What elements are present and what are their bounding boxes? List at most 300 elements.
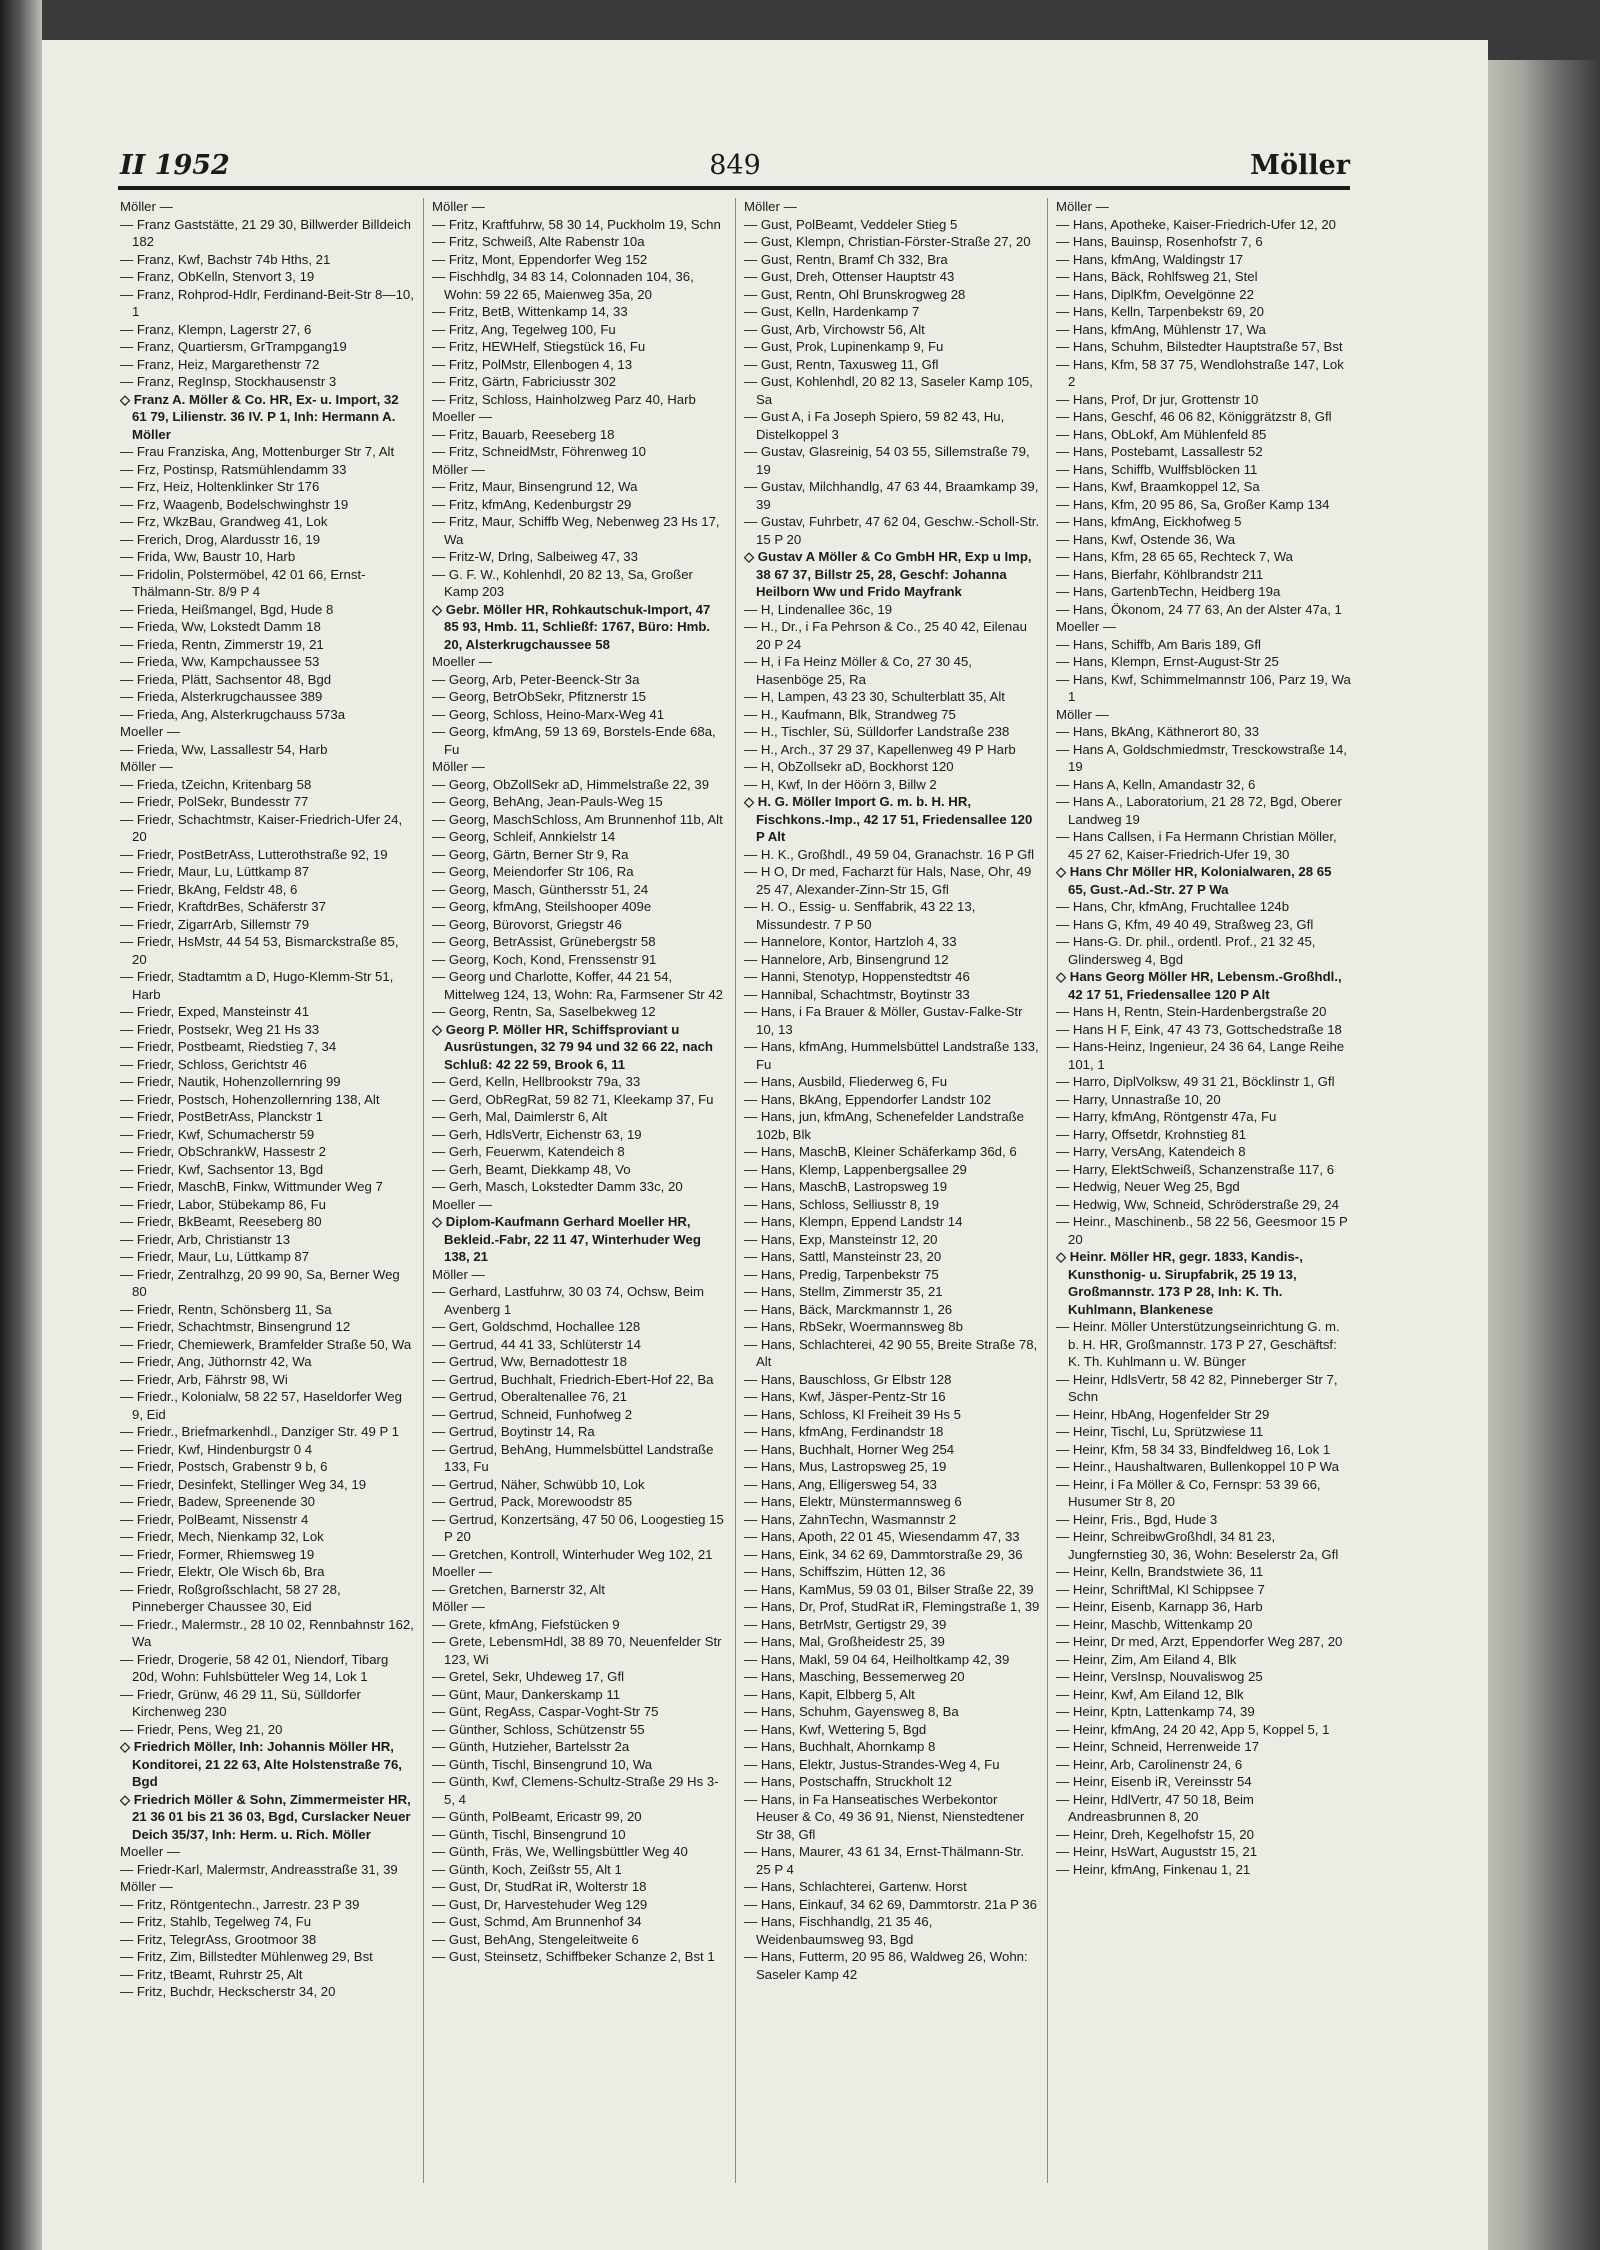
- directory-entry: — Gerhard, Lastfuhrw, 30 03 74, Ochsw, Beim Avenberg 1: [432, 1284, 704, 1317]
- directory-entry: — Gust A, i Fa Joseph Spiero, 59 82 43, Hu, Distelkoppel 3: [744, 409, 1005, 442]
- directory-entry: — Gerd, ObRegRat, 59 82 71, Kleekamp 37, Fu: [432, 1091, 714, 1107]
- directory-entry: — Friedr, Rentn, Schönsberg 11, Sa: [120, 1301, 332, 1317]
- directory-entry: — Gertrud, Näher, Schwübb 10, Lok: [432, 1476, 645, 1492]
- directory-entry: — Hanni, Stenotyp, Hoppenstedtstr 46: [744, 969, 970, 984]
- directory-entry: — Hans, Schloss, Selliusstr 8, 19: [744, 1196, 939, 1212]
- directory-entry: — Fritz-W, Drlng, Salbeiweg 47, 33: [432, 549, 638, 564]
- directory-entry: — Hans, Klempn, Eppend Landstr 14: [744, 1214, 963, 1229]
- directory-entry: — Hans H, Rentn, Stein-Hardenbergstraße 20: [1056, 1004, 1327, 1019]
- directory-entry: — Gert, Goldschmd, Hochallee 128: [432, 1319, 641, 1334]
- directory-entry: Möller —: [432, 1599, 485, 1614]
- directory-entry: — Grete, LebensmHdl, 38 89 70, Neuenfelder Str 123, Wi: [432, 1634, 722, 1667]
- directory-entry: — Friedr, Kwf, Sachsentor 13, Bgd: [120, 1161, 324, 1177]
- directory-entry: — Fritz, Kraftfuhrw, 58 30 14, Puckholm 19, Schn: [432, 216, 721, 232]
- directory-entry: — Friedr, ObSchrankW, Hassestr 2: [120, 1144, 326, 1159]
- directory-entry: — Frieda, Ww, Lokstedt Damm 18: [120, 619, 321, 634]
- directory-entry: — Georg, Meiendorfer Str 106, Ra: [432, 864, 634, 879]
- directory-entry: — Georg und Charlotte, Koffer, 44 21 54, Mittelweg 124, 13, Wohn: Ra, Farmsener Str 42: [432, 969, 724, 1002]
- directory-entry: — Fridolin, Polstermöbel, 42 01 66, Ernst-Thälmann-Str. 8/9 P 4: [120, 566, 366, 599]
- directory-entry: — Gust, Rentn, Bramf Ch 332, Bra: [744, 251, 948, 267]
- directory-entry: — Hans, ZahnTechn, Wasmannstr 2: [744, 1511, 957, 1527]
- directory-entry: — Georg, Schloss, Heino-Marx-Weg 41: [432, 706, 665, 722]
- directory-entry: — Georg, Bürovorst, Griegstr 46: [432, 916, 622, 932]
- directory-entry: — Heinr. Möller Unterstützungseinrichtung G. m. b. H. HR, Großmannstr. 173 P 27, Geschäftsf: K. Th. Kuhlmann u. W. Bünger: [1056, 1319, 1340, 1369]
- directory-entry: — Friedr, Maur, Lu, Lüttkamp 87: [120, 1249, 310, 1264]
- directory-entry: — Heinr, Fris., Bgd, Hude 3: [1056, 1511, 1218, 1527]
- directory-entry: — Hans A, Goldschmiedmstr, Tresckowstraße 14, 19: [1056, 741, 1347, 774]
- directory-entry: — Friedr, Pens, Weg 21, 20: [120, 1721, 283, 1737]
- directory-entry: — Friedr, Ang, Jüthornstr 42, Wa: [120, 1354, 312, 1369]
- directory-entry: Möller —: [120, 1879, 173, 1894]
- directory-entry: — Hannibal, Schachtmstr, Boytinstr 33: [744, 986, 970, 1002]
- directory-entry: — Gust, PolBeamt, Veddeler Stieg 5: [744, 216, 958, 232]
- directory-entry: — Hans, Maurer, 43 61 34, Ernst-Thälmann-Str. 25 P 4: [744, 1844, 1024, 1877]
- directory-entry: — Friedr, Schachtmstr, Binsengrund 12: [120, 1319, 351, 1334]
- directory-entry: Möller —: [432, 199, 485, 214]
- directory-entry: — Gretchen, Kontroll, Winterhuder Weg 102, 21: [432, 1546, 713, 1562]
- directory-entry: — Heinr, Zim, Am Eiland 4, Blk: [1056, 1651, 1237, 1667]
- directory-entry: — Fritz, PolMstr, Ellenbogen 4, 13: [432, 356, 633, 372]
- column-divider: [1047, 198, 1048, 2183]
- directory-entry: — Fritz, SchneidMstr, Föhrenweg 10: [432, 444, 647, 459]
- directory-entry: ◇ Gebr. Möller HR, Rohkautschuk-Import, 47 85 93, Hmb. 11, Schließf: 1767, Büro: Hmb. 20, Alsterkrugchaussee 58: [432, 601, 711, 652]
- directory-entry: — Hans, Fischhandlg, 21 35 46, Weidenbaumsweg 93, Bgd: [744, 1914, 933, 1947]
- directory-entry: — Friedr, Schachtmstr, Kaiser-Friedrich-Ufer 24, 20: [120, 811, 403, 844]
- directory-entry: — Frau Franziska, Ang, Mottenburger Str 7, Alt: [120, 444, 395, 459]
- directory-entry: — Friedr, KraftdrBes, Schäferstr 37: [120, 899, 326, 914]
- directory-entry: — Hans, Schlachterei, 42 90 55, Breite Straße 78, Alt: [744, 1336, 1038, 1369]
- directory-entry: — Günth, Kwf, Clemens-Schultz-Straße 29 Hs 3-5, 4: [432, 1774, 719, 1807]
- directory-entry: — Friedr, HsMstr, 44 54 53, Bismarckstraße 85, 20: [120, 934, 399, 967]
- column-2: [432, 198, 728, 2208]
- directory-entry: — Hannelore, Kontor, Hartzloh 4, 33: [744, 934, 957, 949]
- directory-entry: — Friedr, Zentralhzg, 20 99 90, Sa, Berner Weg 80: [120, 1266, 400, 1299]
- directory-entry: — Fritz, Mont, Eppendorfer Weg 152: [432, 251, 648, 267]
- directory-entry: — Georg, Koch, Kond, Frenssenstr 91: [432, 951, 657, 967]
- directory-entry: — Gertrud, Ww, Bernadottestr 18: [432, 1354, 627, 1369]
- column-divider: [423, 198, 424, 2183]
- directory-entry: — Hans, kfmAng, Hummelsbüttel Landstraße 133, Fu: [744, 1039, 1039, 1072]
- directory-entry: — Friedr, Postsch, Hohenzollernring 138, Alt: [120, 1091, 380, 1107]
- directory-entry: ◇ Gustav A Möller & Co GmbH HR, Exp u Imp, 38 67 37, Billstr 25, 28, Geschf: Johanna Heilborn Ww und Frido Mayfrank: [744, 549, 1032, 599]
- directory-entry: — Hans, Kapit, Elbberg 5, Alt: [744, 1686, 915, 1702]
- directory-entry: — Friedr-Karl, Malermstr, Andreasstraße 31, 39: [120, 1861, 398, 1877]
- directory-entry: — Hans, Mal, Großheidestr 25, 39: [744, 1634, 945, 1649]
- directory-entry: — Fritz, Schweiß, Alte Rabenstr 10a: [432, 234, 645, 249]
- directory-entry: — Hans, Elektr, Münstermannsweg 6: [744, 1494, 962, 1509]
- directory-entry: ◇ Heinr. Möller HR, gegr. 1833, Kandis-, Kunsthonig- u. Sirupfabrik, 25 19 13, Großmannstr. 173 P 28, Inh: K. Th. Kuhlmann, Blankenese: [1056, 1249, 1303, 1317]
- directory-entry: — Hans, Schiffszim, Hütten 12, 36: [744, 1564, 946, 1579]
- directory-entry: — Hedwig, Ww, Schneid, Schröderstraße 29, 24: [1056, 1196, 1339, 1212]
- directory-entry: — Heinr, Eisenb iR, Vereinsstr 54: [1056, 1774, 1252, 1789]
- directory-entry: — Hans, Kfm, 28 65 65, Rechteck 7, Wa: [1056, 549, 1293, 564]
- directory-entry: — Friedr, Nautik, Hohenzollernring 99: [120, 1074, 341, 1089]
- directory-entry: — Harry, kfmAng, Röntgenstr 47a, Fu: [1056, 1109, 1277, 1124]
- directory-entry: — Georg, BetrObSekr, Pfitznerstr 15: [432, 689, 647, 704]
- directory-entry: — Hans A, Kelln, Amandastr 32, 6: [1056, 776, 1256, 792]
- directory-entry: — Hans, Apotheke, Kaiser-Friedrich-Ufer 12, 20: [1056, 216, 1336, 232]
- directory-entry: — Gust, Rentn, Taxusweg 11, Gfl: [744, 356, 939, 372]
- directory-entry: — Hans, Ausbild, Fliederweg 6, Fu: [744, 1074, 948, 1089]
- directory-entry: — Friedr, BkAng, Feldstr 48, 6: [120, 881, 298, 897]
- directory-entry: — Gust, Klempn, Christian-Förster-Straße 27, 20: [744, 234, 1031, 249]
- directory-entry: — Frieda, Plätt, Sachsentor 48, Bgd: [120, 671, 332, 687]
- directory-entry: — Gustav, Glasreinig, 54 03 55, Sillemstraße 79, 19: [744, 444, 1030, 477]
- directory-entry: — Gertrud, Schneid, Funhofweg 2: [432, 1406, 633, 1422]
- directory-entry: ◇ Franz A. Möller & Co. HR, Ex- u. Import, 32 61 79, Lilienstr. 36 IV. P 1, Inh: Hermann A. Möller: [120, 391, 399, 442]
- directory-entry: — Harry, Unnastraße 10, 20: [1056, 1091, 1221, 1107]
- directory-entry: Moeller —: [432, 654, 493, 669]
- directory-entry: — H. O., Essig- u. Senffabrik, 43 22 13, Missundestr. 7 P 50: [744, 899, 976, 932]
- directory-entry: — Heinr, Kptn, Lattenkamp 74, 39: [1056, 1704, 1255, 1719]
- directory-entry: — Friedr, Maur, Lu, Lüttkamp 87: [120, 864, 310, 879]
- directory-entry: — Georg, Rentn, Sa, Saselbekweg 12: [432, 1004, 656, 1019]
- directory-entry: — Gust, Schmd, Am Brunnenhof 34: [432, 1914, 642, 1929]
- directory-entry: — Hans, Kwf, Wettering 5, Bgd: [744, 1721, 927, 1737]
- directory-entry: Moeller —: [432, 1564, 493, 1579]
- column-divider: [735, 198, 736, 2183]
- directory-entry: — H., Arch., 37 29 37, Kapellenweg 49 P Harb: [744, 741, 1016, 757]
- directory-entry: — Hans, in Fa Hanseatisches Werbekontor Heuser & Co, 49 36 91, Nienst, Nienstedtener Str 38, Gfl: [744, 1791, 1025, 1842]
- directory-entry: — Hans, Schiffb, Am Baris 189, Gfl: [1056, 636, 1261, 652]
- directory-entry: — Heinr, Eisenb, Karnapp 36, Harb: [1056, 1599, 1263, 1614]
- directory-entry: Möller —: [1056, 706, 1109, 722]
- directory-entry: Moeller —: [120, 1844, 181, 1859]
- directory-entry: — Fritz, Maur, Binsengrund 12, Wa: [432, 479, 638, 494]
- directory-entry: — Heinr, HsWart, Auguststr 15, 21: [1056, 1844, 1258, 1859]
- directory-entry: — Gust, Dreh, Ottenser Hauptstr 43: [744, 269, 955, 284]
- directory-entry: — Friedr, MaschB, Finkw, Wittmunder Weg 7: [120, 1179, 383, 1194]
- directory-entry: — Heinr, SchriftMal, Kl Schippsee 7: [1056, 1581, 1265, 1597]
- directory-entry: — Hans, Bauschloss, Gr Elbstr 128: [744, 1371, 952, 1387]
- directory-entry: — Friedr, ZigarrArb, Sillemstr 79: [120, 916, 310, 932]
- directory-entry: — Friedr, Labor, Stübekamp 86, Fu: [120, 1196, 326, 1212]
- directory-entry: — Hans, Ökonom, 24 77 63, An der Alster 47a, 1: [1056, 601, 1342, 617]
- directory-entry: — Georg, kfmAng, Steilshooper 409e: [432, 899, 652, 914]
- directory-entry: — Hans, ObLokf, Am Mühlenfeld 85: [1056, 426, 1267, 442]
- directory-entry: — Hans, BkAng, Eppendorfer Landstr 102: [744, 1091, 992, 1107]
- directory-entry: — Gust, Arb, Virchowstr 56, Alt: [744, 321, 925, 337]
- directory-entry: — Günth, PolBeamt, Ericastr 99, 20: [432, 1809, 642, 1824]
- directory-entry: — Hans, Elektr, Justus-Strandes-Weg 4, Fu: [744, 1756, 1000, 1772]
- directory-entry: — Hans, Bäck, Marckmannstr 1, 26: [744, 1301, 953, 1317]
- directory-entry: — Frieda, Ww, Kampchaussee 53: [120, 654, 320, 669]
- directory-entry: — Gertrud, Oberaltenallee 76, 21: [432, 1389, 627, 1404]
- directory-entry: — Heinr, kfmAng, 24 20 42, App 5, Koppel 5, 1: [1056, 1721, 1330, 1737]
- directory-entry: — Hans, kfmAng, Mühlenstr 17, Wa: [1056, 321, 1266, 337]
- directory-entry: — Franz, Kwf, Bachstr 74b Hths, 21: [120, 251, 331, 267]
- directory-entry: — Fritz, Bauarb, Reeseberg 18: [432, 426, 615, 442]
- directory-entry: — Gerh, Masch, Lokstedter Damm 33c, 20: [432, 1179, 683, 1194]
- directory-entry: — Friedr, Chemiewerk, Bramfelder Straße 50, Wa: [120, 1336, 412, 1352]
- directory-entry: — Gust, Kelln, Hardenkamp 7: [744, 304, 920, 319]
- running-head: [120, 150, 1350, 190]
- directory-entry: — H, ObZollsekr aD, Bockhorst 120: [744, 759, 954, 774]
- directory-entry: — Hans, Buchhalt, Ahornkamp 8: [744, 1739, 936, 1754]
- directory-entry: — Friedr., Briefmarkenhdl., Danziger Str. 49 P 1: [120, 1424, 400, 1439]
- directory-entry: — Hannelore, Arb, Binsengrund 12: [744, 951, 949, 967]
- directory-entry: — Gust, Steinsetz, Schiffbeker Schanze 2, Bst 1: [432, 1949, 715, 1964]
- directory-entry: — Fritz, Gärtn, Fabriciusstr 302: [432, 374, 616, 389]
- directory-entry: — Gust, Rentn, Ohl Brunskrogweg 28: [744, 286, 966, 302]
- directory-entry: — Friedr, Postsch, Grabenstr 9 b, 6: [120, 1459, 328, 1474]
- directory-entry: — Hans, Postschaffn, Struckholt 12: [744, 1774, 952, 1789]
- directory-entry: — Harry, ElektSchweiß, Schanzenstraße 117, 6: [1056, 1161, 1335, 1177]
- directory-entry: — Gerh, Beamt, Diekkamp 48, Vo: [432, 1161, 631, 1177]
- directory-entry: — Hans, Chr, kfmAng, Fruchtallee 124b: [1056, 899, 1290, 914]
- directory-entry: — Günth, Koch, Zeißstr 55, Alt 1: [432, 1861, 622, 1877]
- directory-entry: — Hans, Masching, Bessemerweg 20: [744, 1669, 965, 1684]
- directory-entry: — Hans, Sattl, Mansteinstr 23, 20: [744, 1249, 942, 1264]
- directory-entry: — Heinr, HdlVertr, 47 50 18, Beim Andreasbrunnen 8, 20: [1056, 1791, 1254, 1824]
- directory-entry: — Gerh, Feuerwm, Katendeich 8: [432, 1144, 625, 1159]
- directory-entry: — Heinr, i Fa Möller & Co, Fernspr: 53 39 66, Husumer Str 8, 20: [1056, 1476, 1321, 1509]
- page-number: 849: [709, 150, 761, 181]
- directory-entry: — Heinr, kfmAng, Finkenau 1, 21: [1056, 1861, 1251, 1877]
- directory-entry: — Friedr, Elektr, Ole Wisch 6b, Bra: [120, 1564, 325, 1579]
- directory-entry: — Hans, Schloss, Kl Freiheit 39 Hs 5: [744, 1406, 961, 1422]
- directory-entry: — Gretchen, Barnerstr 32, Alt: [432, 1581, 605, 1597]
- directory-entry: — Günther, Schloss, Schützenstr 55: [432, 1721, 645, 1737]
- directory-entry: — Georg, Masch, Günthersstr 51, 24: [432, 881, 649, 897]
- directory-entry: — Hans, Futterm, 20 95 86, Waldweg 26, Wohn: Saseler Kamp 42: [744, 1949, 1028, 1982]
- directory-entry: — Frieda, Alsterkrugchaussee 389: [120, 689, 323, 704]
- directory-entry: — Heinr, Tischl, Lu, Sprützwiese 11: [1056, 1424, 1264, 1439]
- directory-entry: — Hans, Kwf, Braamkoppel 12, Sa: [1056, 479, 1260, 494]
- directory-entry: — Hans, Bauinsp, Rosenhofstr 7, 6: [1056, 234, 1263, 249]
- directory-entry: — Heinr, Schneid, Herrenweide 17: [1056, 1739, 1260, 1754]
- directory-entry: — Frz, WkzBau, Grandweg 41, Lok: [120, 514, 328, 529]
- directory-entry: — H O, Dr med, Facharzt für Hals, Nase, Ohr, 49 25 47, Alexander-Zinn-Str 15, Gfl: [744, 864, 1032, 897]
- directory-entry: — H., Kaufmann, Blk, Strandweg 75: [744, 706, 956, 722]
- directory-entry: — Hans, Prof, Dr jur, Grottenstr 10: [1056, 391, 1259, 407]
- directory-entry: — Harry, VersAng, Katendeich 8: [1056, 1144, 1246, 1159]
- directory-entry: — Gerh, HdlsVertr, Eichenstr 63, 19: [432, 1126, 642, 1142]
- directory-entry: — Gust, Kohlenhdl, 20 82 13, Saseler Kamp 105, Sa: [744, 374, 1033, 407]
- directory-entry: — Friedr, Exped, Mansteinstr 41: [120, 1004, 310, 1019]
- directory-entry: — Gertrud, Konzertsäng, 47 50 06, Loogestieg 15 P 20: [432, 1511, 724, 1544]
- directory-entry: Möller —: [120, 199, 173, 214]
- directory-entry: — Frz, Postinsp, Ratsmühlendamm 33: [120, 461, 347, 477]
- directory-entry: — H. K., Großhdl., 49 59 04, Granachstr. 16 P Gfl: [744, 846, 1035, 862]
- directory-entry: — Hans, kfmAng, Ferdinandstr 18: [744, 1424, 944, 1439]
- directory-entry: — Friedr, Postsekr, Weg 21 Hs 33: [120, 1021, 320, 1037]
- page-edge: [1488, 60, 1600, 2250]
- directory-entry: — Hans, Schuhm, Bilstedter Hauptstraße 57, Bst: [1056, 339, 1343, 354]
- directory-entry: Möller —: [432, 461, 485, 477]
- directory-entry: — Friedr, Kwf, Hindenburgstr 0 4: [120, 1441, 313, 1457]
- directory-entry: — Friedr, PostBetrAss, Planckstr 1: [120, 1109, 324, 1124]
- directory-entry: — Fritz, Ang, Tegelweg 100, Fu: [432, 321, 616, 337]
- directory-entry: — Friedr., Malermstr., 28 10 02, Rennbahnstr 162, Wa: [120, 1616, 414, 1649]
- directory-entry: — Franz Gaststätte, 21 29 30, Billwerder Billdeich 182: [120, 216, 411, 249]
- directory-entry: — Fritz, kfmAng, Kedenburgstr 29: [432, 496, 632, 512]
- directory-entry: — Hans, Bäck, Rohlfsweg 21, Stel: [1056, 269, 1258, 284]
- directory-entry: — Friedr, Schloss, Gerichtstr 46: [120, 1056, 307, 1072]
- directory-entry: — Heinr, Kwf, Am Eiland 12, Blk: [1056, 1686, 1244, 1702]
- directory-entry: — Grete, kfmAng, Fiefstücken 9: [432, 1616, 620, 1632]
- directory-entry: — Hans, i Fa Brauer & Möller, Gustav-Falke-Str 10, 13: [744, 1004, 1023, 1037]
- directory-entry: — Harro, DiplVolksw, 49 31 21, Böcklinstr 1, Gfl: [1056, 1074, 1335, 1089]
- directory-entry: Möller —: [120, 759, 173, 774]
- directory-entry: — Hans, RbSekr, Woermannsweg 8b: [744, 1319, 963, 1334]
- directory-entry: ◇ Hans Georg Möller HR, Lebensm.-Großhdl., 42 17 51, Friedensallee 120 P Alt: [1056, 969, 1342, 1002]
- directory-entry: Moeller —: [120, 724, 181, 739]
- directory-entry: — Gretel, Sekr, Uhdeweg 17, Gfl: [432, 1669, 625, 1684]
- directory-entry: — Franz, Rohprod-Hdlr, Ferdinand-Beit-Str 8—10, 1: [120, 286, 414, 319]
- directory-entry: Möller —: [744, 199, 797, 214]
- directory-entry: — Hans, Klempn, Ernst-August-Str 25: [1056, 654, 1279, 669]
- directory-entry: ◇ H. G. Möller Import G. m. b. H. HR, Fischkons.-Imp., 42 17 51, Friedensallee 120 P Alt: [744, 794, 1033, 844]
- directory-entry: — Hans Callsen, i Fa Hermann Christian Möller, 45 27 62, Kaiser-Friedrich-Ufer 19, 30: [1056, 829, 1337, 862]
- directory-entry: — Friedr, Stadtamtm a D, Hugo-Klemm-Str 51, Harb: [120, 969, 394, 1002]
- directory-entry: — Hans, Predig, Tarpenbekstr 75: [744, 1266, 939, 1282]
- directory-entry: — Frieda, Ww, Lassallestr 54, Harb: [120, 741, 328, 757]
- directory-entry: — Gertrud, Pack, Morewoodstr 85: [432, 1494, 633, 1509]
- directory-entry: — Hans, BetrMstr, Gertigstr 29, 39: [744, 1616, 947, 1632]
- directory-entry: Moeller —: [432, 1196, 493, 1212]
- directory-entry: — Hans, Dr, Prof, StudRat iR, Flemingstraße 1, 39: [744, 1599, 1040, 1614]
- directory-entry: — Fritz, Röntgentechn., Jarrestr. 23 P 39: [120, 1896, 360, 1912]
- directory-entry: — Franz, ObKelln, Stenvort 3, 19: [120, 269, 315, 284]
- directory-entry: — Frieda, Heißmangel, Bgd, Hude 8: [120, 601, 334, 617]
- directory-entry: — Georg, BehAng, Jean-Pauls-Weg 15: [432, 794, 663, 809]
- directory-entry: — H, Lindenallee 36c, 19: [744, 601, 893, 617]
- directory-entry: — Franz, Heiz, Margarethenstr 72: [120, 356, 320, 372]
- directory-entry: — Hans, GartenbTechn, Heidberg 19a: [1056, 584, 1281, 599]
- directory-entry: ◇ Diplom-Kaufmann Gerhard Moeller HR, Bekleid.-Fabr, 22 11 47, Winterhuder Weg 138, 21: [432, 1214, 701, 1264]
- directory-entry: — Hans, Bierfahr, Köhlbrandstr 211: [1056, 566, 1264, 582]
- directory-entry: — G. F. W., Kohlenhdl, 20 82 13, Sa, Großer Kamp 203: [432, 566, 693, 599]
- directory-entry: — Hans, Mus, Lastropsweg 25, 19: [744, 1459, 947, 1474]
- directory-entry: — Friedr, Mech, Nienkamp 32, Lok: [120, 1529, 324, 1544]
- directory-entry: — Harry, Offsetdr, Krohnstieg 81: [1056, 1126, 1247, 1142]
- directory-entry: Moeller —: [1056, 619, 1117, 634]
- directory-entry: — Gertrud, 44 41 33, Schlüterstr 14: [432, 1336, 641, 1352]
- directory-entry: — Hans, Ang, Elligersweg 54, 33: [744, 1476, 937, 1492]
- directory-entry: — Hans, Schlachterei, Gartenw. Horst: [744, 1879, 967, 1894]
- directory-entry: — Fritz, TelegrAss, Grootmoor 38: [120, 1931, 317, 1947]
- directory-entry: — Frieda, Rentn, Zimmerstr 19, 21: [120, 636, 324, 652]
- directory-entry: — Hans H F, Eink, 47 43 73, Gottschedstraße 18: [1056, 1021, 1342, 1037]
- directory-entry: — Hans, Exp, Mansteinstr 12, 20: [744, 1231, 938, 1247]
- directory-entry: — Hans, Buchhalt, Horner Weg 254: [744, 1441, 955, 1457]
- directory-entry: — Georg, MaschSchloss, Am Brunnenhof 11b, Alt: [432, 811, 723, 827]
- directory-entry: — Heinr, Arb, Carolinenstr 24, 6: [1056, 1756, 1243, 1772]
- directory-entry: ◇ Friedrich Möller & Sohn, Zimmermeister HR, 21 36 01 bis 21 36 03, Bgd, Curslacker Neuer Deich 35/37, Inh: Herm. u. Rich. Möller: [120, 1791, 411, 1842]
- directory-entry: — Hans, KamMus, 59 03 01, Bilser Straße 22, 39: [744, 1581, 1034, 1597]
- directory-entry: Möller —: [1056, 199, 1109, 214]
- directory-entry: — Fritz, HEWHelf, Stiegstück 16, Fu: [432, 339, 646, 354]
- directory-entry: — Hans A., Laboratorium, 21 28 72, Bgd, Oberer Landweg 19: [1056, 794, 1342, 827]
- directory-entry: — Hans, Kwf, Ostende 36, Wa: [1056, 531, 1236, 547]
- directory-entry: — Hedwig, Neuer Weg 25, Bgd: [1056, 1179, 1240, 1194]
- directory-entry: — Hans, kfmAng, Eickhofweg 5: [1056, 514, 1242, 529]
- directory-entry: — Friedr, Arb, Fährstr 98, Wi: [120, 1371, 288, 1387]
- directory-entry: — Friedr, Postbeamt, Riedstieg 7, 34: [120, 1039, 337, 1054]
- directory-entry: — Fritz, Buchdr, Heckscherstr 34, 20: [120, 1984, 336, 1999]
- directory-entry: — Friedr, Badew, Spreenende 30: [120, 1494, 316, 1509]
- directory-entry: — Hans, Kwf, Schimmelmannstr 106, Parz 19, Wa 1: [1056, 671, 1351, 704]
- directory-entry: — Gustav, Milchhandlg, 47 63 44, Braamkamp 39, 39: [744, 479, 1039, 512]
- directory-entry: — Hans, BkAng, Käthnerort 80, 33: [1056, 724, 1260, 739]
- directory-entry: — Friedr., Kolonialw, 58 22 57, Haseldorfer Weg 9, Eid: [120, 1389, 402, 1422]
- directory-entry: — Hans, Kwf, Jäsper-Pentz-Str 16: [744, 1389, 946, 1404]
- directory-entry: — Heinr, Dreh, Kegelhofstr 15, 20: [1056, 1826, 1254, 1842]
- directory-entry: — Hans, Makl, 59 04 64, Heilholtkamp 42, 39: [744, 1651, 1010, 1667]
- directory-entry: — Heinr, Dr med, Arzt, Eppendorfer Weg 287, 20: [1056, 1634, 1343, 1649]
- directory-entry: — Friedr, PolBeamt, Nissenstr 4: [120, 1511, 309, 1527]
- directory-entry: — H, Lampen, 43 23 30, Schulterblatt 35, Alt: [744, 689, 1005, 704]
- directory-entry: — Hans, MaschB, Kleiner Schäferkamp 36d, 6: [744, 1144, 1017, 1159]
- directory-entry: — Frida, Ww, Baustr 10, Harb: [120, 549, 296, 564]
- directory-entry: — Georg, Arb, Peter-Beenck-Str 3a: [432, 671, 640, 687]
- directory-entry: — Gust, BehAng, Stengeleitweite 6: [432, 1931, 639, 1947]
- directory-entry: — Friedr, BkBeamt, Reeseberg 80: [120, 1214, 322, 1229]
- directory-entry: — Hans, Kelln, Tarpenbekstr 69, 20: [1056, 304, 1264, 319]
- directory-entry: — Gertrud, BehAng, Hummelsbüttel Landstraße 133, Fu: [432, 1441, 714, 1474]
- directory-entry: — Frerich, Drog, Alardusstr 16, 19: [120, 531, 321, 547]
- directory-entry: — Hans, DiplKfm, Oevelgönne 22: [1056, 286, 1254, 302]
- directory-entry: — Hans, Postebamt, Lassallestr 52: [1056, 444, 1263, 459]
- directory-entry: — Heinr, Kfm, 58 34 33, Bindfeldweg 16, Lok 1: [1056, 1441, 1331, 1457]
- directory-entry: — Franz, Quartiersm, GrTrampgang19: [120, 339, 347, 354]
- directory-entry: — Georg, BetrAssist, Grünebergstr 58: [432, 934, 656, 949]
- directory-entry: — Friedr, Roßgroßschlacht, 58 27 28, Pinneberger Chaussee 30, Eid: [120, 1581, 341, 1614]
- directory-entry: — Friedr, Kwf, Schumacherstr 59: [120, 1126, 315, 1142]
- directory-entry: — Fritz, tBeamt, Ruhrstr 25, Alt: [120, 1966, 303, 1982]
- directory-entry: — Friedr, Former, Rhiemsweg 19: [120, 1546, 315, 1562]
- running-surname: Möller: [1250, 150, 1350, 181]
- directory-entry: — Hans G, Kfm, 49 40 49, Straßweg 23, Gfl: [1056, 916, 1314, 932]
- directory-entry: — Fritz, Zim, Billstedter Mühlenweg 29, Bst: [120, 1949, 373, 1964]
- book-spine: [0, 0, 42, 2250]
- directory-entry: — Friedr, Grünw, 46 29 11, Sü, Sülldorfer Kirchenweg 230: [120, 1686, 361, 1719]
- directory-entry: ◇ Georg P. Möller HR, Schiffsproviant u Ausrüstungen, 32 79 94 und 32 66 22, nach Schluß: 42 22 59, Brook 6, 11: [432, 1021, 713, 1072]
- directory-entry: — Hans, Kfm, 58 37 75, Wendlohstraße 147, Lok 2: [1056, 356, 1344, 389]
- directory-entry: — H., Tischler, Sü, Sülldorfer Landstraße 238: [744, 724, 1010, 739]
- directory-entry: — Heinr, Kelln, Brandstwiete 36, 11: [1056, 1564, 1264, 1579]
- header-rule: [118, 186, 1350, 190]
- directory-entry: — Günth, Tischl, Binsengrund 10: [432, 1826, 626, 1842]
- directory-entry: — Georg, Schleif, Annkielstr 14: [432, 829, 616, 844]
- directory-entry: — Fritz, BetB, Wittenkamp 14, 33: [432, 304, 628, 319]
- directory-entry: — Günth, Fräs, We, Wellingsbüttler Weg 40: [432, 1844, 688, 1859]
- directory-entry: — Hans, Eink, 34 62 69, Dammtorstraße 29, 36: [744, 1546, 1023, 1562]
- directory-entry: — Fritz, Stahlb, Tegelweg 74, Fu: [120, 1914, 312, 1929]
- directory-entry: — Hans, MaschB, Lastropsweg 19: [744, 1179, 948, 1194]
- directory-entry: ◇ Friedrich Möller, Inh: Johannis Möller HR, Konditorei, 21 22 63, Alte Holstenstraße 76, Bgd: [120, 1739, 402, 1789]
- directory-entry: — Gustav, Fuhrbetr, 47 62 04, Geschw.-Scholl-Str. 15 P 20: [744, 514, 1040, 547]
- directory-entry: — Friedr, Arb, Christianstr 13: [120, 1231, 291, 1247]
- directory-entry: — Gerd, Kelln, Hellbrookstr 79a, 33: [432, 1074, 641, 1089]
- directory-entry: — Hans, Schuhm, Gayensweg 8, Ba: [744, 1704, 959, 1719]
- directory-entry: — Frz, Heiz, Holtenklinker Str 176: [120, 479, 320, 494]
- directory-entry: — Hans-Heinz, Ingenieur, 24 36 64, Lange Reihe 101, 1: [1056, 1039, 1345, 1072]
- directory-entry: — Gust, Dr, Harvestehuder Weg 129: [432, 1896, 648, 1912]
- directory-entry: — H, i Fa Heinz Möller & Co, 27 30 45, Hasenböge 25, Ra: [744, 654, 972, 687]
- directory-entry: — Fischhdlg, 34 83 14, Colonnaden 104, 36, Wohn: 59 22 65, Maienweg 35a, 20: [432, 269, 694, 302]
- directory-entry: — Hans, jun, kfmAng, Schenefelder Landstraße 102b, Blk: [744, 1109, 1025, 1142]
- directory-entry: — Friedr, Desinfekt, Stellinger Weg 34, 19: [120, 1476, 367, 1492]
- column-1: [120, 198, 416, 2208]
- directory-entry: — Georg, kfmAng, 59 13 69, Borstels-Ende 68a, Fu: [432, 724, 716, 757]
- directory-entry: — Gertrud, Buchhalt, Friedrich-Ebert-Hof 22, Ba: [432, 1371, 714, 1387]
- directory-entry: Möller —: [432, 759, 485, 774]
- directory-entry: — Hans, Kfm, 20 95 86, Sa, Großer Kamp 134: [1056, 496, 1330, 512]
- directory-entry: — Hans-G. Dr. phil., ordentl. Prof., 21 32 45, Glindersweg 4, Bgd: [1056, 934, 1316, 967]
- directory-entry: — Gertrud, Boytinstr 14, Ra: [432, 1424, 595, 1439]
